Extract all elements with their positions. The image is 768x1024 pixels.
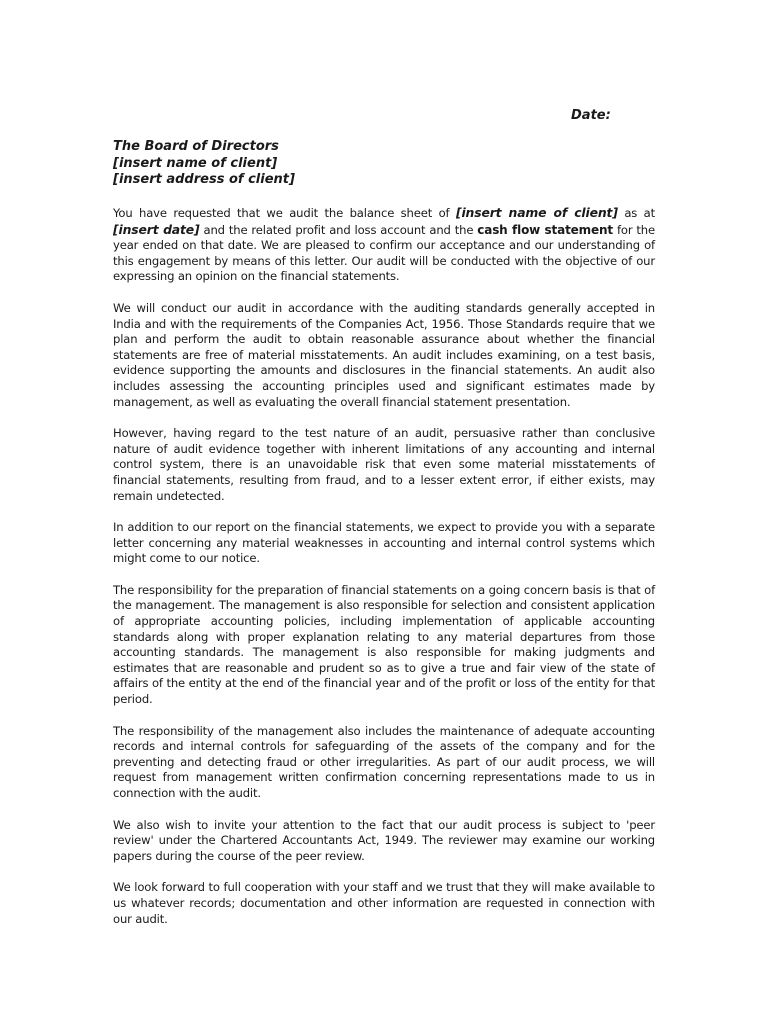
paragraph-management-responsibility: The responsibility for the preparation of financial statements on a going concern basis is that of the management. The management is also responsible for selection and consistent application of appropriate accounting policies, including implementation of applicable accounting standards along with proper explanation relating to any material departures from those accounting standards. The management is also responsible for making judgments and estimates that are reasonable and prudent so as to give a true and fair view of the state of affairs of the entity at the end of the financial year and of the profit or loss of the entity for that period.	[113, 582, 655, 707]
letter-body	[113, 205, 655, 943]
addressee-title: The Board of Directors	[113, 139, 279, 154]
paragraph-internal-controls: The responsibility of the management also includes the maintenance of adequate accounting records and internal controls for safeguarding of the assets of the company and for the preventing and detecting fraud or other irregularities. As part of our audit process, we will request from management written confirmation concerning representations made to us in connection with the audit.	[113, 723, 655, 800]
paragraph-cooperation: We look forward to full cooperation with your staff and we trust that they will make available to us whatever records; documentation and other information are requested in connection with our audit.	[113, 880, 655, 926]
addressee-block	[113, 139, 295, 189]
date-label: Date:	[571, 108, 611, 123]
paragraph-peer-review: We also wish to invite your attention to the fact that our audit process is subject to 'peer review' under the Chartered Accountants Act, 1949. The reviewer may examine our working papers during the course of the peer review.	[113, 817, 655, 863]
paragraph-text: and the related profit and loss account and the	[199, 222, 478, 237]
addressee-client-address: [insert address of client]	[113, 172, 295, 187]
client-name-placeholder: [insert name of client]	[455, 205, 618, 220]
paragraph-text: You have requested that we audit the balance sheet of	[113, 206, 456, 220]
paragraph-inherent-limitations: However, having regard to the test nature of an audit, persuasive rather than conclusive nature of audit evidence together with inherent limitations of any accounting and internal control system, there is an unavoidable risk that even some material misstatements of financial statements, resulting from fraud, and to a lesser extent error, if either exists, may remain undetected.	[113, 426, 655, 503]
addressee-client-name: [insert name of client]	[113, 155, 278, 171]
cash-flow-statement-term: cash flow statement	[477, 222, 613, 237]
paragraph-text: for the year ended on that date. We are pleased to confirm our acceptance and our understanding of this engagement by means of this letter. Our audit will be conducted with the objective of our expressing an opinion on the financial statements.	[113, 222, 655, 284]
paragraph-text: as at	[617, 206, 655, 220]
date-placeholder: [insert date]	[113, 221, 200, 237]
paragraph-audit-standards: We will conduct our audit in accordance with the auditing standards generally accepted in India and with the requirements of the Companies Act, 1956. Those Standards require that we plan and perform the audit to obtain reasonable assurance about whether the financial statements are free of material misstatements. An audit includes examining, on a test basis, evidence supporting the amounts and disclosures in the financial statements. An audit also includes assessing the accounting principles used and significant estimates made by management, as well as evaluating the overall financial statement presentation.	[113, 300, 655, 409]
paragraph-engagement	[113, 205, 655, 285]
paragraph-separate-letter: In addition to our report on the financial statements, we expect to provide you with a separate letter concerning any material weaknesses in accounting and internal control systems which might come to our notice.	[113, 520, 655, 566]
